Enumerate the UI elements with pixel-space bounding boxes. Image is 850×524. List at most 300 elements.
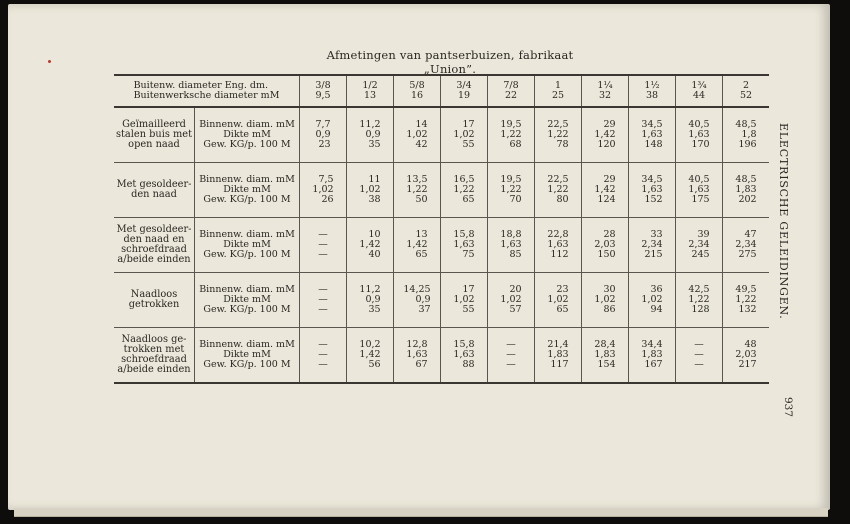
size-mm: 22 [504, 90, 518, 101]
cell-value: 1,63 [406, 349, 428, 360]
table-row [114, 163, 769, 218]
table-cell [723, 328, 770, 384]
header-size-cell [347, 75, 394, 107]
cell-value: 1,63 [688, 184, 710, 195]
cell-values [641, 175, 662, 205]
cell-values [406, 175, 427, 205]
row-heading-line: a/beide einden [117, 254, 191, 265]
size-mm: 9,5 [315, 90, 331, 101]
cell-value: 75 [462, 249, 475, 260]
cell-value: 117 [550, 359, 569, 370]
size-mm: 44 [692, 90, 706, 101]
cell-value: 1,42 [594, 129, 616, 140]
size-inch: 1 [554, 80, 562, 91]
row-quantity-labels [195, 273, 300, 328]
cell-value: 42 [415, 139, 428, 150]
table-cell [347, 163, 394, 218]
cell-value: 35 [368, 139, 381, 150]
table-row [114, 328, 769, 384]
cell-value: 1,02 [312, 184, 334, 195]
header-size-cell [441, 75, 488, 107]
cell-value: 19,5 [500, 174, 522, 185]
cell-value: 48,5 [735, 119, 757, 130]
table-cell [347, 273, 394, 328]
cell-value: 17 [462, 284, 475, 295]
header-size-cell [676, 75, 723, 107]
table-cell [723, 218, 770, 273]
cell-value: 128 [691, 304, 710, 315]
cell-values [547, 230, 568, 260]
table-cell [582, 107, 629, 163]
cell-value: 2,34 [641, 239, 663, 250]
table-cell [629, 107, 676, 163]
cell-values [594, 340, 615, 370]
cell-value: 85 [509, 249, 522, 260]
cell-value: 1,83 [594, 349, 616, 360]
cell-value: — [694, 349, 704, 360]
header-size-cell [629, 75, 676, 107]
size-mm: 13 [363, 90, 377, 101]
row-quantity-labels [195, 107, 300, 163]
row-heading-line: Naadloos ge- [121, 334, 187, 345]
cell-value: 154 [597, 359, 616, 370]
cell-value: 10 [368, 229, 381, 240]
header-size-stack [740, 81, 752, 101]
cell-value: — [318, 294, 328, 305]
table-cell [535, 107, 582, 163]
cell-values [403, 285, 430, 315]
cell-value: 21,4 [547, 339, 569, 350]
cell-value: 1,63 [500, 239, 522, 250]
cell-values [594, 230, 615, 260]
cell-value: 1,22 [500, 184, 522, 195]
cell-values [406, 230, 427, 260]
table-cell [441, 163, 488, 218]
cell-value: 1,63 [688, 129, 710, 140]
cell-values [318, 340, 328, 370]
cell-value: 170 [691, 139, 710, 150]
table-cell [488, 107, 535, 163]
size-mm: 32 [598, 90, 612, 101]
table-cell [300, 273, 347, 328]
cell-values [359, 230, 380, 260]
cell-values [500, 285, 521, 315]
size-inch: 1/2 [362, 80, 378, 91]
cell-value: 55 [462, 304, 475, 315]
cell-values [641, 230, 662, 260]
cell-values [315, 120, 330, 150]
row-heading-line: getrokken [128, 299, 180, 310]
cell-value: 152 [644, 194, 663, 205]
cell-value: 55 [462, 139, 475, 150]
quantity-label: Dikte mM [223, 294, 271, 305]
cell-value: 1,22 [406, 184, 428, 195]
table-cell [629, 328, 676, 384]
cell-value: 88 [462, 359, 475, 370]
table-cell [347, 107, 394, 163]
header-size-stack [691, 81, 706, 101]
cell-value: 34,5 [641, 174, 663, 185]
cell-values [688, 230, 709, 260]
cell-value: 14,25 [403, 284, 431, 295]
size-inch: 7/8 [503, 80, 519, 91]
cell-values [547, 340, 568, 370]
header-label-mm: Buitenwerksche diameter mM [133, 90, 280, 101]
cell-values [506, 340, 516, 370]
cell-value: 42,5 [688, 284, 710, 295]
cell-values [547, 285, 568, 315]
cell-values [318, 285, 328, 315]
cell-values [735, 285, 756, 315]
table-cell [394, 328, 441, 384]
table-cell [488, 273, 535, 328]
table-title: Afmetingen van pantserbuizen, fabrikaat „Union”. [326, 48, 574, 76]
cell-value: 39 [697, 229, 710, 240]
cell-value: 38 [368, 194, 381, 205]
cell-value: 11,2 [359, 284, 381, 295]
cell-value: 1,22 [500, 129, 522, 140]
cell-value: 18,8 [500, 229, 522, 240]
table-cell [300, 328, 347, 384]
cell-value: 1,22 [547, 129, 569, 140]
quantity-label: Binnenw. diam. mM [199, 339, 295, 350]
size-mm: 52 [739, 90, 753, 101]
quantity-label: Dikte mM [223, 129, 271, 140]
cell-value: 275 [738, 249, 757, 260]
cell-value: 11 [368, 174, 381, 185]
cell-value: 33 [650, 229, 663, 240]
cell-value: 0,9 [315, 129, 331, 140]
row-heading-line: schroefdraad [121, 244, 187, 255]
row-heading-line: trokken met [123, 344, 185, 355]
cell-value: 1,63 [453, 239, 475, 250]
cell-value: 34,5 [641, 119, 663, 130]
quantity-label: Dikte mM [223, 239, 271, 250]
row-quantity-labels [195, 218, 300, 273]
size-mm: 38 [645, 90, 659, 101]
cell-values [735, 230, 756, 260]
table-cell [676, 218, 723, 273]
cell-value: 120 [597, 139, 616, 150]
header-size-stack [503, 81, 518, 101]
cell-value: 23 [556, 284, 569, 295]
quantity-label: Binnenw. diam. mM [199, 119, 295, 130]
cell-values [735, 120, 756, 150]
cell-values [594, 175, 615, 205]
cell-value: — [694, 339, 704, 350]
page-number: 937 [782, 397, 794, 418]
table-cell [629, 273, 676, 328]
cell-value: — [318, 359, 328, 370]
header-size-stack [315, 81, 330, 101]
cell-values [594, 120, 615, 150]
table-cell [535, 328, 582, 384]
cell-value: 1,02 [359, 184, 381, 195]
cell-value: — [318, 284, 328, 295]
cell-value: 196 [738, 139, 757, 150]
size-inch: 2 [742, 80, 750, 91]
cell-value: 29 [603, 174, 616, 185]
cell-value: 1,63 [641, 184, 663, 195]
cell-value: 1,02 [453, 129, 475, 140]
cell-value: — [318, 349, 328, 360]
cell-value: 10,2 [359, 339, 381, 350]
table-cell [535, 163, 582, 218]
table-cell [441, 273, 488, 328]
table-cell [582, 328, 629, 384]
table-row [114, 273, 769, 328]
cell-values [453, 175, 474, 205]
row-heading-line: stalen buis met [115, 129, 193, 140]
cell-value: 1,83 [641, 349, 663, 360]
quantity-label: Binnenw. diam. mM [199, 284, 295, 295]
cell-value: 7,7 [315, 119, 331, 130]
cell-value: — [318, 229, 328, 240]
cell-value: 19,5 [500, 119, 522, 130]
cell-value: 78 [556, 139, 569, 150]
size-mm: 19 [457, 90, 471, 101]
cell-values [453, 120, 474, 150]
cell-value: 2,34 [735, 239, 757, 250]
cell-value: 11,2 [359, 119, 381, 130]
cell-values [688, 120, 709, 150]
cell-value: 1,22 [688, 294, 710, 305]
table-header-row [114, 75, 769, 107]
cell-value: 1,42 [406, 239, 428, 250]
header-size-cell [300, 75, 347, 107]
cell-value: — [318, 339, 328, 350]
cell-value: 1,83 [547, 349, 569, 360]
cell-value: 23 [318, 139, 331, 150]
size-mm: 16 [410, 90, 424, 101]
table-cell [535, 218, 582, 273]
table-cell [582, 218, 629, 273]
cell-value: 35 [368, 304, 381, 315]
cell-values [500, 120, 521, 150]
row-quantity-labels [195, 163, 300, 218]
quantity-label: Gew. KG/p. 100 M [203, 359, 291, 370]
cell-values [694, 340, 704, 370]
quantity-label: Gew. KG/p. 100 M [203, 139, 291, 150]
row-heading-line: Met gesoldeer- [116, 224, 192, 235]
cell-value: — [318, 239, 328, 250]
header-labels [134, 81, 280, 101]
quantity-label: Dikte mM [223, 349, 271, 360]
table-cell [488, 328, 535, 384]
size-inch: 1¾ [691, 80, 707, 91]
page-edge [14, 508, 828, 517]
table-cell [676, 273, 723, 328]
dimensions-table [114, 74, 769, 384]
cell-value: — [506, 339, 516, 350]
cell-value: 26 [321, 194, 334, 205]
cell-value: 1,02 [453, 294, 475, 305]
cell-value: 148 [644, 139, 663, 150]
cell-value: 30 [603, 284, 616, 295]
cell-value: 56 [368, 359, 381, 370]
cell-value: 28 [603, 229, 616, 240]
table-cell [676, 107, 723, 163]
cell-value: 22,8 [547, 229, 569, 240]
header-size-stack [597, 81, 612, 101]
cell-value: 1,22 [453, 184, 475, 195]
cell-value: 80 [556, 194, 569, 205]
cell-values [735, 340, 756, 370]
cell-value: 65 [556, 304, 569, 315]
row-heading [114, 107, 195, 163]
table-row [114, 218, 769, 273]
cell-values [359, 175, 380, 205]
row-heading-line: den naad [131, 189, 177, 200]
cell-value: 1,22 [547, 184, 569, 195]
cell-value: 1,02 [641, 294, 663, 305]
row-heading [114, 328, 195, 384]
cell-value: 13 [415, 229, 428, 240]
header-size-stack [644, 81, 659, 101]
row-heading-line: open naad [128, 139, 180, 150]
ink-speck [48, 60, 51, 63]
table-cell [676, 328, 723, 384]
size-inch: 3/8 [315, 80, 331, 91]
table-cell [347, 328, 394, 384]
cell-values [406, 340, 427, 370]
cell-value: 124 [597, 194, 616, 205]
table-cell [441, 328, 488, 384]
header-size-cell [488, 75, 535, 107]
header-size-cell [535, 75, 582, 107]
cell-value: 0,9 [365, 129, 381, 140]
cell-value: 13,5 [406, 174, 428, 185]
quantity-label: Gew. KG/p. 100 M [203, 304, 291, 315]
cell-value: — [506, 349, 516, 360]
cell-value: 94 [650, 304, 663, 315]
table-cell [441, 218, 488, 273]
quantity-label: Binnenw. diam. mM [199, 229, 295, 240]
cell-values [641, 340, 662, 370]
cell-value: 48,5 [735, 174, 757, 185]
cell-value: 20 [509, 284, 522, 295]
cell-value: 0,9 [415, 294, 431, 305]
table-cell [488, 218, 535, 273]
size-inch: 1½ [644, 80, 660, 91]
cell-values [500, 175, 521, 205]
cell-value: 14 [415, 119, 428, 130]
cell-values [688, 285, 709, 315]
cell-values [594, 285, 615, 315]
cell-value: 1,63 [547, 239, 569, 250]
cell-value: 67 [415, 359, 428, 370]
cell-value: — [318, 249, 328, 260]
cell-values [453, 230, 474, 260]
cell-value: 1,42 [359, 239, 381, 250]
table-cell [535, 273, 582, 328]
cell-value: 16,5 [453, 174, 475, 185]
table-row [114, 107, 769, 163]
cell-value: 1,63 [453, 349, 475, 360]
cell-value: 47 [744, 229, 757, 240]
cell-values [359, 340, 380, 370]
cell-value: 40 [368, 249, 381, 260]
table-cell [723, 107, 770, 163]
cell-values [453, 340, 474, 370]
row-heading [114, 163, 195, 218]
cell-values [312, 175, 333, 205]
row-heading-line: Geïmailleerd [122, 119, 186, 130]
cell-value: 0,9 [365, 294, 381, 305]
cell-value: 2,03 [594, 239, 616, 250]
header-size-stack [409, 81, 424, 101]
cell-value: 70 [509, 194, 522, 205]
cell-value: 65 [462, 194, 475, 205]
quantity-label: Gew. KG/p. 100 M [203, 194, 291, 205]
cell-value: 22,5 [547, 119, 569, 130]
cell-values [547, 120, 568, 150]
table-cell [394, 163, 441, 218]
cell-values [547, 175, 568, 205]
cell-value: 15,8 [453, 339, 475, 350]
table-cell [300, 163, 347, 218]
cell-value: 175 [691, 194, 710, 205]
cell-value: 1,02 [406, 129, 428, 140]
cell-value: 1,83 [735, 184, 757, 195]
cell-value: 17 [462, 119, 475, 130]
header-size-stack [362, 81, 377, 101]
cell-value: 217 [738, 359, 757, 370]
table-cell [723, 273, 770, 328]
table-cell [488, 163, 535, 218]
table-cell [394, 107, 441, 163]
table-cell [300, 218, 347, 273]
header-label-inch: Buitenw. diameter Eng. dm. [133, 80, 269, 91]
table-cell [629, 163, 676, 218]
header-size-stack [552, 81, 564, 101]
cell-value: 65 [415, 249, 428, 260]
cell-values [359, 285, 380, 315]
quantity-label: Binnenw. diam. mM [199, 174, 295, 185]
cell-value: 1,42 [359, 349, 381, 360]
cell-value: 215 [644, 249, 663, 260]
cell-value: 29 [603, 119, 616, 130]
cell-values [318, 230, 328, 260]
cell-value: 37 [418, 304, 431, 315]
cell-value: 36 [650, 284, 663, 295]
table-cell [629, 218, 676, 273]
header-size-cell [723, 75, 770, 107]
cell-value: 34,4 [641, 339, 663, 350]
cell-value: — [506, 359, 516, 370]
cell-value: 150 [597, 249, 616, 260]
cell-value: 202 [738, 194, 757, 205]
row-heading-line: Naadloos [130, 289, 178, 300]
cell-value: 12,8 [406, 339, 428, 350]
cell-value: 1,02 [547, 294, 569, 305]
cell-value: 28,4 [594, 339, 616, 350]
cell-value: 1,02 [500, 294, 522, 305]
cell-value: 49,5 [735, 284, 757, 295]
cell-value: 7,5 [318, 174, 334, 185]
table-cell [394, 273, 441, 328]
cell-value: 15,8 [453, 229, 475, 240]
table-cell [582, 163, 629, 218]
cell-value: — [694, 359, 704, 370]
cell-value: 2,34 [688, 239, 710, 250]
header-size-cell [394, 75, 441, 107]
cell-value: 112 [550, 249, 569, 260]
cell-value: 245 [691, 249, 710, 260]
header-size-cell [582, 75, 629, 107]
size-mm: 25 [551, 90, 565, 101]
cell-values [735, 175, 756, 205]
